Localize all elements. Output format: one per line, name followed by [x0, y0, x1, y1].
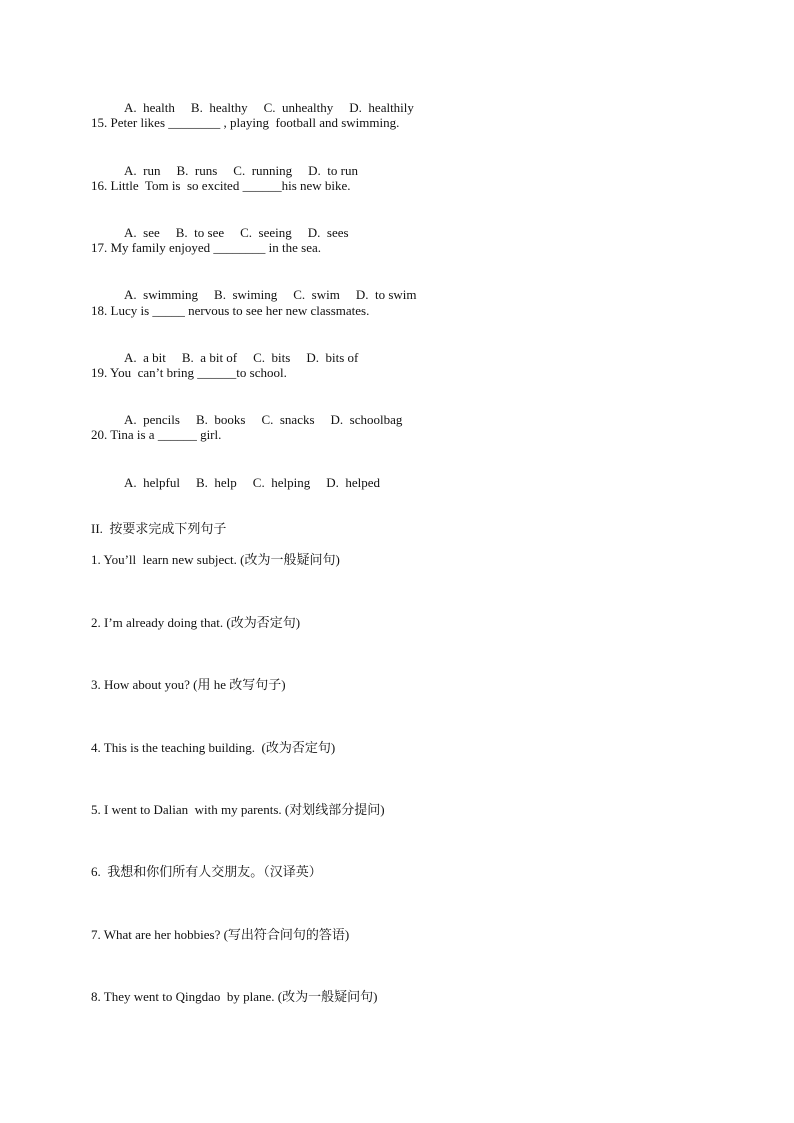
- option-b: B. help: [195, 475, 237, 490]
- option-d: D. bits of: [306, 350, 359, 365]
- task-item-6: 6. 我想和你们所有人交朋友。（汉译英）: [91, 864, 322, 879]
- option-a: A. pencils: [124, 412, 180, 427]
- option-a: A. see: [124, 225, 160, 240]
- option-c: C. helping: [252, 475, 311, 490]
- option-a: A. helpful: [124, 475, 180, 490]
- option-b: B. swiming: [214, 287, 278, 302]
- option-c: C. running: [233, 163, 293, 178]
- question-15: 15. Peter likes ________ , playing football and swimming.: [91, 115, 400, 130]
- option-c: C. bits: [253, 350, 291, 365]
- option-b: B. healthy: [190, 100, 248, 115]
- section-heading: II. 按要求完成下列句子: [91, 521, 227, 536]
- option-c: C. snacks: [261, 412, 315, 427]
- task-item-5: 5. I went to Dalian with my parents. (对划线部分提问): [91, 802, 385, 817]
- question-16: 16. Little Tom is so excited ______his new bike.: [91, 178, 351, 193]
- task-item-4: 4. This is the teaching building. (改为否定句): [91, 740, 336, 755]
- task-item-8: 8. They went to Qingdao by plane. (改为一般疑问句): [91, 989, 378, 1004]
- option-d: D. schoolbag: [330, 412, 403, 427]
- option-b: B. runs: [176, 163, 218, 178]
- task-item-2: 2. I’m already doing that. (改为否定句): [91, 615, 301, 630]
- task-item-3: 3. How about you? (用 he 改写句子): [91, 677, 286, 692]
- question-17: 17. My family enjoyed ________ in the sea.: [91, 240, 321, 255]
- option-d: D. to swim: [355, 287, 417, 302]
- option-b: B. to see: [175, 225, 225, 240]
- question-18: 18. Lucy is _____ nervous to see her new classmates.: [91, 303, 370, 318]
- question-20: 20. Tina is a ______ girl.: [91, 427, 222, 442]
- question-19: 19. You can’t bring ______to school.: [91, 365, 287, 380]
- options-row-20: [111, 459, 380, 507]
- option-d: D. sees: [307, 225, 349, 240]
- option-a: A. health: [124, 100, 175, 115]
- option-a: A. a bit: [124, 350, 166, 365]
- option-c: C. swim: [293, 287, 340, 302]
- option-c: C. unhealthy: [263, 100, 334, 115]
- option-a: A. swimming: [124, 287, 199, 302]
- option-c: C. seeing: [240, 225, 292, 240]
- task-item-7: 7. What are her hobbies? (写出符合问句的答语): [91, 927, 350, 942]
- option-a: A. run: [124, 163, 161, 178]
- task-item-1: 1. You’ll learn new subject. (改为一般疑问句): [91, 552, 340, 567]
- option-d: D. to run: [308, 163, 358, 178]
- option-d: D. healthily: [349, 100, 414, 115]
- option-b: B. books: [195, 412, 246, 427]
- option-b: B. a bit of: [181, 350, 238, 365]
- option-d: D. helped: [326, 475, 380, 490]
